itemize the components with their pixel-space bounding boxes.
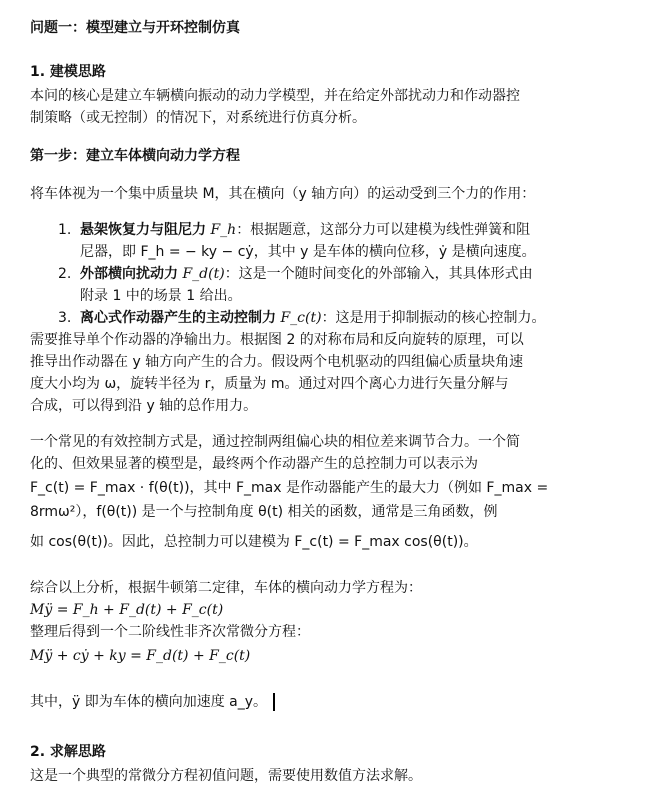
list-number-1: 1.	[58, 222, 72, 238]
intro-line-2: 制策略（或无控制）的情况下，对系统进行仿真分析。	[30, 110, 366, 126]
item-3-cont-4: 合成，可以得到沿 y 轴的总作用力。	[30, 398, 258, 414]
force-symbol-fc: F_c(t)	[280, 310, 322, 326]
force-symbol-fh: F_h	[210, 222, 237, 238]
section-1-title: 1. 建模思路	[30, 64, 106, 80]
list-item-3-text: ：这是用于抑制振动的核心控制力。	[321, 310, 546, 326]
equation-2: Mÿ + cẏ + ky = F_d(t) + F_c(t)	[30, 648, 251, 664]
forces-paragraph: 将车体视为一个集中质量块 M，其在横向（y 轴方向）的运动受到三个力的作用：	[30, 186, 536, 202]
force-label-control: 离心式作动器产生的主动控制力	[80, 310, 276, 326]
rearrange-line: 整理后得到一个二阶线性非齐次常微分方程：	[30, 624, 310, 640]
control-line-5: 如 cos(θ(t))。因此，总控制力可以建模为 F_c(t) = F_max cos(θ(t))。	[30, 534, 478, 550]
accel-note-line	[30, 692, 275, 712]
control-line-1: 一个常见的有效控制方式是，通过控制两组偏心块的相位差来调节合力。一个简	[30, 434, 520, 450]
list-number-3: 3.	[58, 310, 72, 326]
list-item-3-line-1	[80, 308, 546, 328]
list-item-1-line-1	[80, 220, 530, 240]
accel-note: 其中，ÿ 即为车体的横向加速度 a_y。	[30, 694, 268, 710]
item-3-cont-1: 需要推导单个作动器的净输出力。根据图 2 的对称布局和反向旋转的原理，可以	[30, 332, 524, 348]
list-item-1-text: ：根据题意，这部分力可以建模为线性弹簧和阻	[236, 222, 531, 238]
item-3-cont-3: 度大小均为 ω，旋转半径为 r，质量为 m。通过对四个离心力进行矢量分解与	[30, 376, 509, 392]
text-cursor	[273, 693, 275, 711]
list-item-1-line-2: 尼器，即 F_h = − ky − cẏ，其中 y 是车体的横向位移，ẏ 是横向速度。	[80, 244, 536, 260]
force-symbol-fd: F_d(t)	[182, 266, 225, 282]
solve-text: 这是一个典型的常微分方程初值问题，需要使用数值方法求解。	[30, 768, 422, 784]
force-label-suspension: 悬架恢复力与阻尼力	[80, 222, 206, 238]
heading-problem-1: 问题一：模型建立与开环控制仿真	[30, 20, 240, 36]
force-label-disturbance: 外部横向扰动力	[80, 266, 178, 282]
control-line-4: 8rmω²），f(θ(t)) 是一个与控制角度 θ(t) 相关的函数，通常是三角函数，例	[30, 504, 498, 520]
step-1-title: 第一步：建立车体横向动力学方程	[30, 148, 240, 164]
control-line-3: F_c(t) = F_max · f(θ(t))，其中 F_max 是作动器能产生的最大力（例如 F_max =	[30, 480, 549, 496]
list-item-2-text: ：这是一个随时间变化的外部输入，其具体形式由	[224, 266, 533, 282]
list-item-2-line-1	[80, 264, 533, 284]
list-item-2-line-2: 附录 1 中的场景 1 给出。	[80, 288, 242, 304]
section-2-title: 2. 求解思路	[30, 744, 106, 760]
control-line-2: 化的、但效果显著的模型是，最终两个作动器产生的总控制力可以表示为	[30, 456, 478, 472]
list-number-2: 2.	[58, 266, 72, 282]
intro-line-1: 本问的核心是建立车辆横向振动的动力学模型，并在给定外部扰动力和作动器控	[30, 88, 520, 104]
equation-1: Mÿ = F_h + F_d(t) + F_c(t)	[30, 602, 224, 618]
summary-line: 综合以上分析，根据牛顿第二定律，车体的横向动力学方程为：	[30, 580, 422, 596]
item-3-cont-2: 推导出作动器在 y 轴方向产生的合力。假设两个电机驱动的四组偏心质量块角速	[30, 354, 524, 370]
